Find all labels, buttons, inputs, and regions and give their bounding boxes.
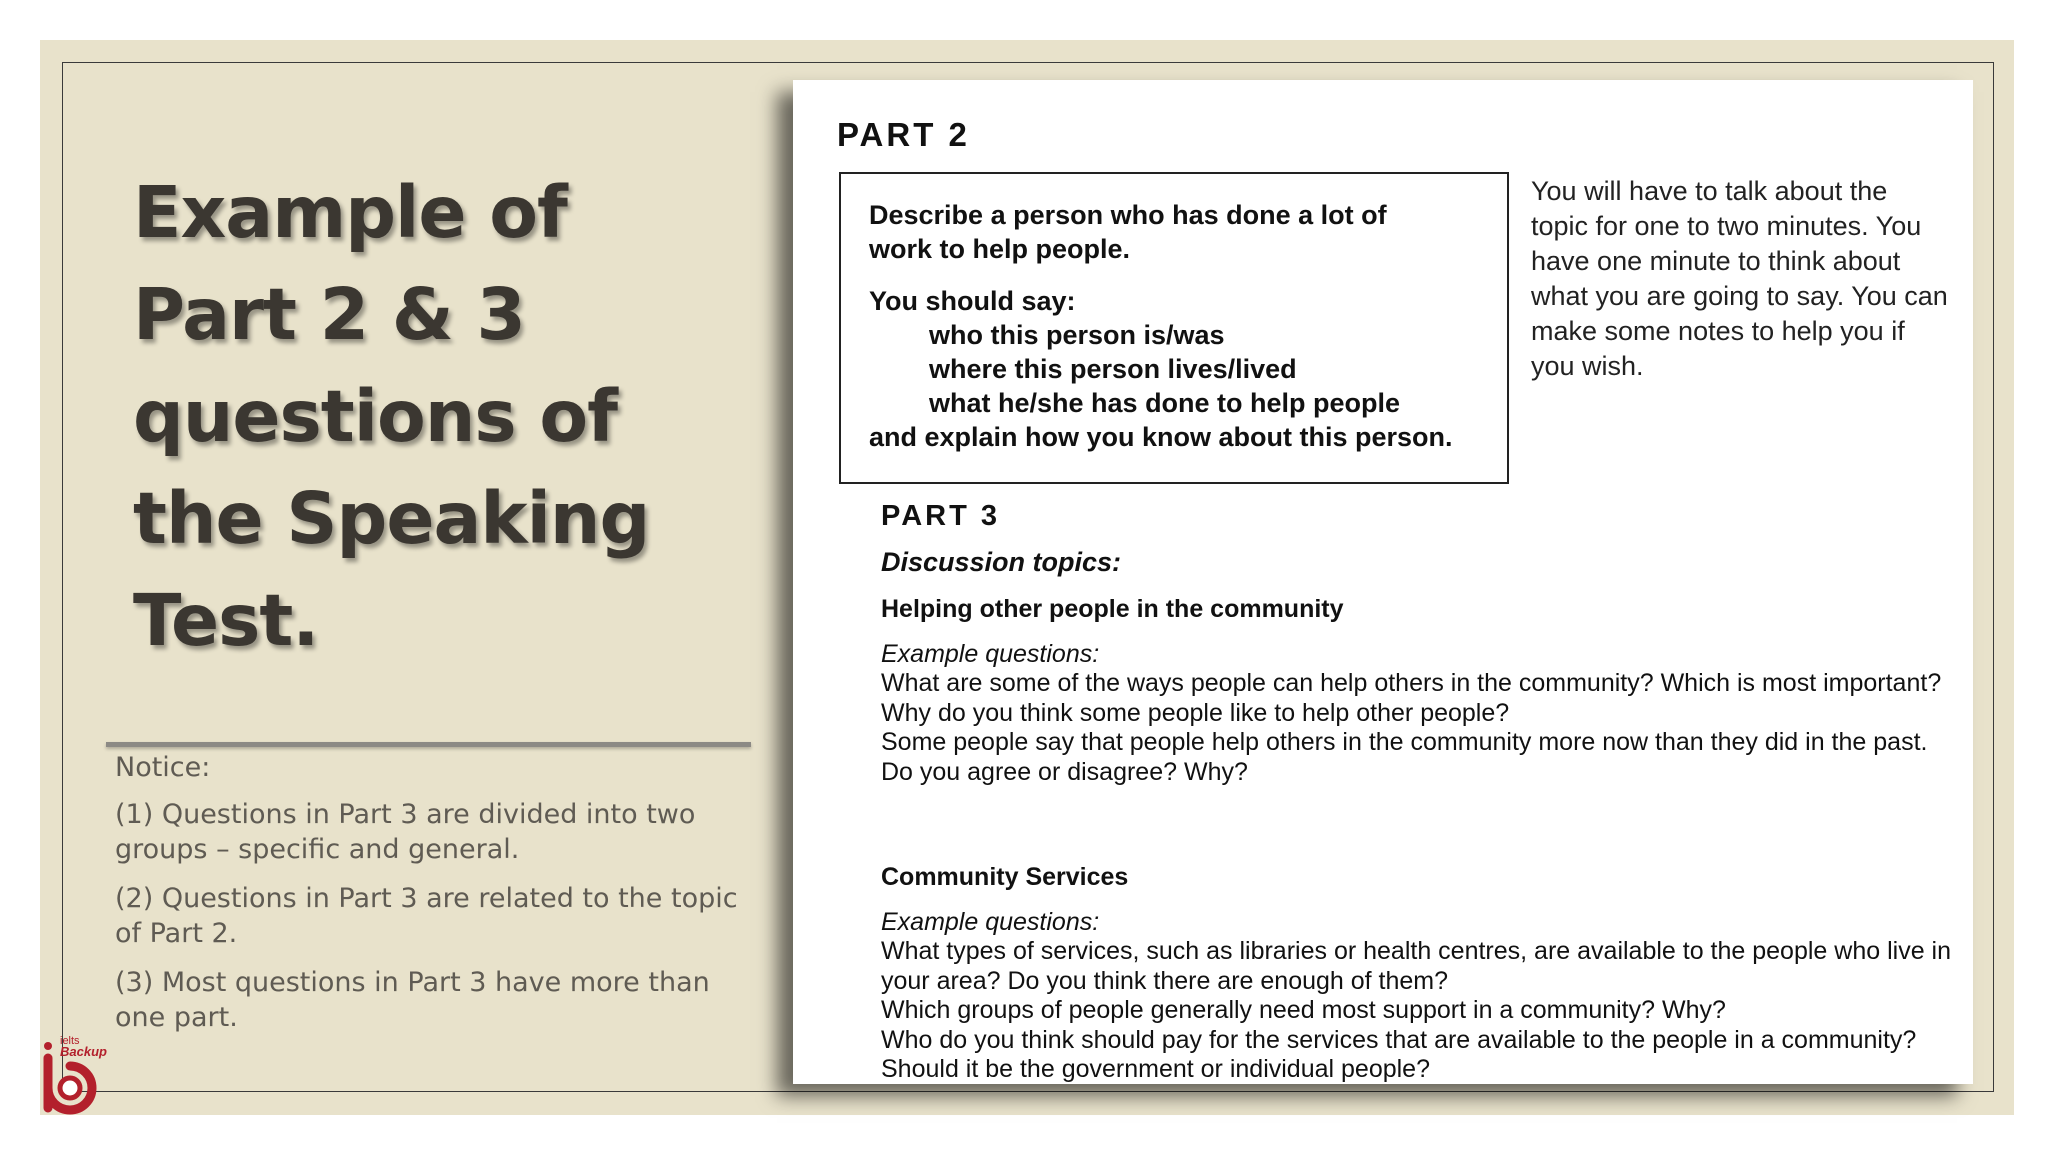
- notice-item: (1) Questions in Part 3 are divided into two groups – specific and general.: [115, 799, 696, 865]
- slide: [40, 40, 2014, 1115]
- exam-content-panel: [793, 80, 1973, 1084]
- cue-closing: and explain how you know about this person.: [869, 422, 1453, 452]
- cue-point: what he/she has done to help people: [929, 388, 1401, 418]
- notice-block: [115, 750, 755, 1049]
- ielts-backup-logo: [40, 1030, 150, 1120]
- question: Who do you think should pay for the services that are available to the people in a community? Should it be the government or individual people?: [881, 1025, 1917, 1083]
- slide-title: [133, 162, 693, 672]
- cue-point: who this person is/was: [929, 320, 1225, 350]
- part3-heading: PART 3: [881, 500, 1000, 532]
- cue-topic-line: work to help people.: [869, 234, 1131, 264]
- notice-item: (2) Questions in Part 3 are related to the topic of Part 2.: [115, 883, 738, 949]
- question: Which groups of people generally need most support in a community? Why?: [881, 996, 1726, 1024]
- example-label: Example questions:: [881, 908, 1100, 936]
- question: What types of services, such as libraries or health centres, are available to the people who live in your area? Do you think there are enough of them?: [881, 937, 1951, 995]
- title-line: Example of: [133, 171, 567, 254]
- part2-instructions: You will have to talk about the topic for one to two minutes. You have one minute to think about what you are going to say. You can make some notes to help you if you wish.: [1531, 176, 1948, 381]
- section-title: Community Services: [881, 863, 1129, 891]
- discussion-section: [881, 860, 1951, 1085]
- cue-card: [839, 172, 1509, 484]
- discussion-label: Discussion topics:: [881, 547, 1122, 577]
- cue-point: where this person lives/lived: [929, 354, 1297, 384]
- section-title: Helping other people in the community: [881, 595, 1344, 623]
- discussion-section: [881, 592, 1951, 787]
- question: What are some of the ways people can help others in the community? Which is most important?: [881, 669, 1942, 697]
- cue-topic-line: Describe a person who has done a lot of: [869, 200, 1387, 230]
- notice-item: (3) Most questions in Part 3 have more than one part.: [115, 967, 710, 1033]
- divider: [106, 742, 751, 747]
- title-line: questions of: [133, 375, 618, 458]
- title-line: Part 2 & 3: [133, 273, 525, 356]
- svg-text:Backup: Backup: [60, 1044, 107, 1059]
- notice-heading: Notice:: [115, 752, 211, 783]
- svg-text:ielts: ielts: [60, 1035, 80, 1047]
- question: Some people say that people help others in the community more now than they did in the past. Do you agree or disagree? Why?: [881, 728, 1928, 786]
- question: Why do you think some people like to help other people?: [881, 698, 1510, 727]
- title-line: Test.: [133, 579, 319, 662]
- part2-heading: PART 2: [837, 116, 970, 153]
- cue-prompt: You should say:: [869, 286, 1076, 316]
- example-label: Example questions:: [881, 640, 1100, 668]
- title-line: the Speaking: [133, 477, 650, 560]
